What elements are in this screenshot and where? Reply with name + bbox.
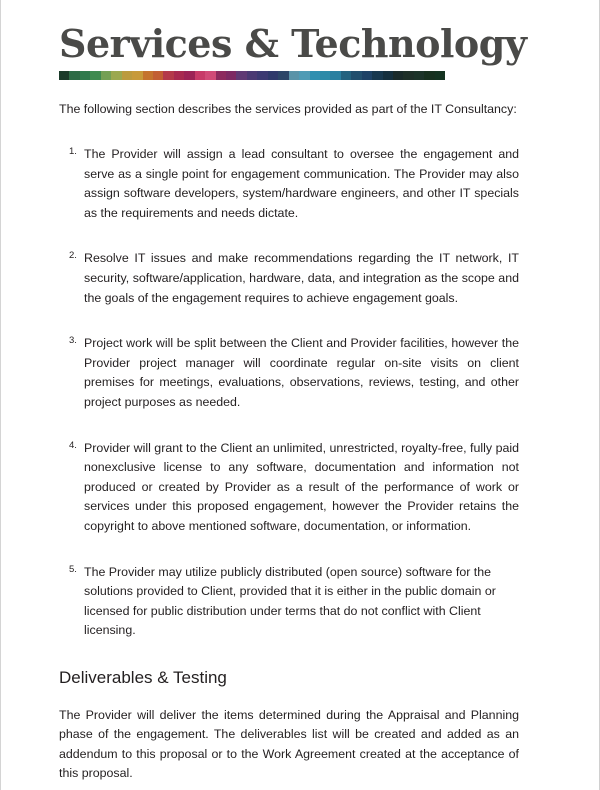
page-title: Services & Technology — [59, 21, 527, 66]
color-bar-segment — [257, 71, 267, 80]
color-bar-segment — [403, 71, 413, 80]
color-bar-segment — [268, 71, 278, 80]
color-bar-segment — [278, 71, 288, 80]
list-item — [59, 334, 519, 412]
list-item — [59, 249, 519, 308]
color-bar-segment — [153, 71, 163, 80]
color-bar-segment — [216, 71, 226, 80]
list-item-number: 3. — [69, 335, 77, 347]
color-bar-segment — [111, 71, 121, 80]
color-bar-segment — [195, 71, 205, 80]
color-bar-segment — [330, 71, 340, 80]
intro-paragraph: The following section describes the services provided as part of the IT Consultancy: — [59, 101, 517, 116]
color-bar-segment — [143, 71, 153, 80]
color-bar-segment — [80, 71, 90, 80]
document-content — [59, 0, 527, 783]
color-bar-segment — [435, 71, 445, 80]
color-bar-segment — [320, 71, 330, 80]
color-bar-segment — [163, 71, 173, 80]
color-bar-segment — [90, 71, 100, 80]
color-bar-segment — [226, 71, 236, 80]
color-bar-segment — [289, 71, 299, 80]
closing-paragraph: The Provider will deliver the items determined during the Appraisal and Planning phase of the engagement. The deliverables list will be created and added as an addendum to this proposal or to the Work Agreement created at the acceptance of this proposal. — [59, 708, 519, 780]
color-bar-segment — [393, 71, 403, 80]
title-block — [59, 0, 527, 80]
color-bar-segment — [174, 71, 184, 80]
color-bar-segment — [184, 71, 194, 80]
color-bar-segment — [132, 71, 142, 80]
color-bar-segment — [101, 71, 111, 80]
color-bar-segment — [341, 71, 351, 80]
color-bar-segment — [122, 71, 132, 80]
list-item-text: Provider will grant to the Client an unlimited, unrestricted, royalty-free, fully paid nonexclusive license to any software, documentation and information not produced or created by Provider as a result of the performance of work or services under this proposed engagement, however the Provider retains the copyright to above mentioned software, documentation, or information. — [84, 440, 519, 534]
list-item-number: 1. — [69, 146, 77, 158]
color-bar-segment — [236, 71, 246, 80]
color-bar-segment — [362, 71, 372, 80]
section-heading: Deliverables & Testing — [59, 667, 227, 687]
list-item-number: 2. — [69, 250, 77, 262]
list-item-text: The Provider will assign a lead consultant to oversee the engagement and serve as a single point for engagement communication. The Provider may also assign software developers, system/hardware engineers, and other IT specials as the requirements and needs dictate. — [84, 147, 519, 220]
color-bar-segment — [205, 71, 215, 80]
color-bar-segment — [299, 71, 309, 80]
services-list — [59, 145, 519, 641]
list-item — [59, 563, 519, 641]
list-item-number: 5. — [69, 563, 77, 575]
color-bar-divider — [59, 71, 445, 80]
color-bar-segment — [424, 71, 434, 80]
color-bar-segment — [69, 71, 79, 80]
list-item-text: Resolve IT issues and make recommendations regarding the IT network, IT security, software/application, hardware, data, and integration as the scope and the goals of the engagement requires to achieve engagement goals. — [84, 251, 519, 305]
color-bar-segment — [383, 71, 393, 80]
list-item — [59, 439, 519, 537]
color-bar-segment — [414, 71, 424, 80]
color-bar-segment — [372, 71, 382, 80]
list-item-number: 4. — [69, 439, 77, 451]
color-bar-segment — [351, 71, 361, 80]
list-item — [59, 145, 519, 223]
color-bar-segment — [310, 71, 320, 80]
color-bar-segment — [59, 71, 69, 80]
color-bar-segment — [247, 71, 257, 80]
list-item-text: Project work will be split between the Client and Provider facilities, however the Provider project manager will coordinate regular on-site visits on client premises for meetings, evaluations, observations, reviews, testing, and other project purposes as needed. — [84, 336, 519, 410]
list-item-text: The Provider may utilize publicly distributed (open source) software for the solutions provided to Client, provided that it is either in the public domain or licensed for public distribution under terms that do not conflict with Client licensing. — [84, 564, 496, 638]
